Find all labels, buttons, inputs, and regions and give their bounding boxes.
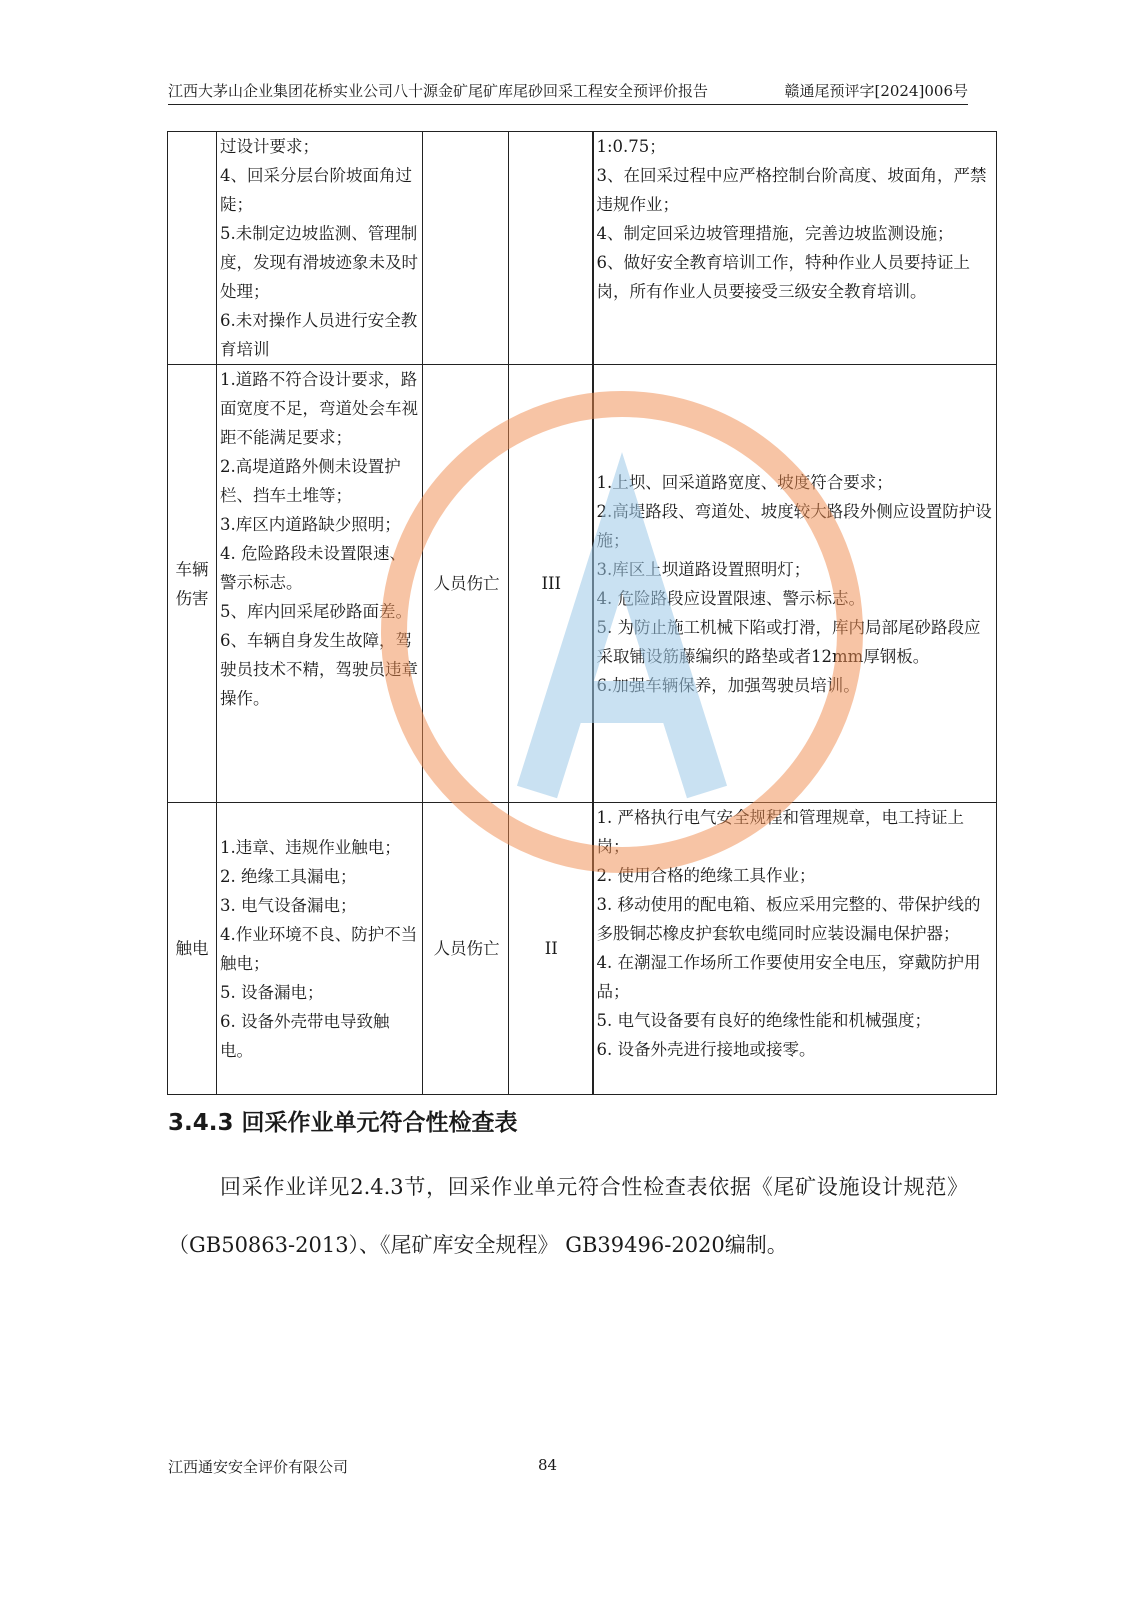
footer-company: 江西通安安全评价有限公司 bbox=[168, 1458, 349, 1476]
hazard-level: III bbox=[509, 365, 593, 803]
cause-item: 6、车辆自身发生故障，驾驶员技术不精，驾驶员违章操作。 bbox=[220, 631, 418, 708]
cause-item: 5. 设备漏电； bbox=[220, 982, 324, 1002]
measure-item: 1:0.75； bbox=[596, 137, 666, 156]
consequence-cell: 人员伤亡 bbox=[423, 365, 509, 803]
measure-item: 6、做好安全教育培训工作，特种作业人员要持证上岗，所有作业人员要接受三级安全教育培训。 bbox=[596, 253, 970, 301]
measure-cell bbox=[593, 132, 997, 365]
table-row bbox=[168, 803, 997, 1095]
hazard-level: II bbox=[509, 803, 593, 1095]
measure-item: 6. 设备外壳进行接地或接零。 bbox=[596, 1040, 816, 1059]
header-divider bbox=[168, 104, 968, 105]
hazard-table bbox=[167, 131, 997, 1095]
measure-item: 4. 在潮湿工作场所工作要使用安全电压，穿戴防护用品； bbox=[596, 953, 981, 1001]
measure-cell bbox=[593, 803, 997, 1095]
cause-cell bbox=[217, 803, 423, 1095]
consequence-cell bbox=[423, 132, 509, 365]
measure-item: 3、在回采过程中应严格控制台阶高度、坡面角，严禁违规作业； bbox=[596, 166, 987, 214]
measure-item: 5. 电气设备要有良好的绝缘性能和机械强度； bbox=[596, 1011, 931, 1030]
table-row bbox=[168, 132, 997, 365]
measure-item: 1.上坝、回采道路宽度、坡度符合要求； bbox=[596, 472, 893, 492]
cause-item: 4. 危险路段未设置限速、警示标志。 bbox=[220, 544, 406, 592]
hazard-level bbox=[509, 132, 593, 365]
cause-item: 2.高堤道路外侧未设置护栏、挡车土堆等； bbox=[220, 457, 401, 505]
measure-item: 4、制定回采边坡管理措施，完善边坡监测设施； bbox=[596, 224, 954, 243]
measure-item: 4. 危险路段应设置限速、警示标志。 bbox=[596, 588, 865, 608]
hazard-name bbox=[168, 132, 217, 365]
hazard-name: 触电 bbox=[168, 803, 217, 1095]
cause-cell bbox=[217, 132, 423, 365]
cause-item: 1.道路不符合设计要求，路面宽度不足，弯道处会车视距不能满足要求； bbox=[220, 370, 418, 447]
measure-cell bbox=[593, 365, 997, 803]
measure-item: 3.库区上坝道路设置照明灯； bbox=[596, 559, 811, 579]
hazard-name: 车辆伤害 bbox=[168, 365, 217, 803]
cause-item: 5、库内回采尾砂路面差。 bbox=[220, 602, 412, 621]
page-number: 84 bbox=[538, 1456, 558, 1474]
cause-item: 4.作业环境不良、防护不当触电； bbox=[220, 924, 418, 973]
cause-item: 6.未对操作人员进行安全教育培训 bbox=[220, 311, 418, 359]
measure-item: 2. 使用合格的绝缘工具作业； bbox=[596, 866, 816, 885]
measure-item: 6.加强车辆保养，加强驾驶员培训。 bbox=[596, 675, 860, 695]
cause-item: 5.未制定边坡监测、管理制度，发现有滑坡迹象未及时处理； bbox=[220, 224, 418, 301]
measure-item: 5. 为防止施工机械下陷或打滑，库内局部尾砂路段应采取铺设筋藤编织的路垫或者12mm厚钢板。 bbox=[596, 617, 981, 666]
page-header bbox=[168, 78, 968, 106]
measure-item: 2.高堤路段、弯道处、坡度较大路段外侧应设置防护设施； bbox=[596, 501, 992, 550]
cause-item: 6. 设备外壳带电导致触电。 bbox=[220, 1011, 390, 1060]
cause-item: 3. 电气设备漏电； bbox=[220, 895, 357, 915]
measure-item: 3. 移动使用的配电箱、板应采用完整的、带保护线的多股铜芯橡皮护套软电缆同时应装设漏电保护器； bbox=[596, 895, 981, 943]
measure-item: 1. 严格执行电气安全规程和管理规章，电工持证上岗； bbox=[596, 808, 964, 856]
section-heading: 3.4.3 回采作业单元符合性检查表 bbox=[168, 1110, 518, 1136]
cause-item: 1.违章、违规作业触电； bbox=[220, 837, 401, 857]
cause-item: 2. 绝缘工具漏电； bbox=[220, 866, 357, 886]
cause-item: 4、回采分层台阶坡面角过陡； bbox=[220, 166, 412, 214]
cause-item: 3.库区内道路缺少照明； bbox=[220, 515, 401, 534]
consequence-cell: 人员伤亡 bbox=[423, 803, 509, 1095]
report-title: 江西大茅山企业集团花桥实业公司八十源金矿尾矿库尾砂回采工程安全预评价报告 bbox=[168, 82, 709, 100]
document-number: 赣通尾预评字[2024]006号 bbox=[784, 82, 968, 100]
section-paragraph: 回采作业详见2.4.3节，回采作业单元符合性检查表依据《尾矿设施设计规范》（GB50863-2013）、《尾矿库安全规程》 GB39496-2020编制。 bbox=[168, 1175, 968, 1257]
cause-cell bbox=[217, 365, 423, 803]
table-row bbox=[168, 365, 997, 803]
cause-item: 过设计要求； bbox=[220, 137, 319, 156]
